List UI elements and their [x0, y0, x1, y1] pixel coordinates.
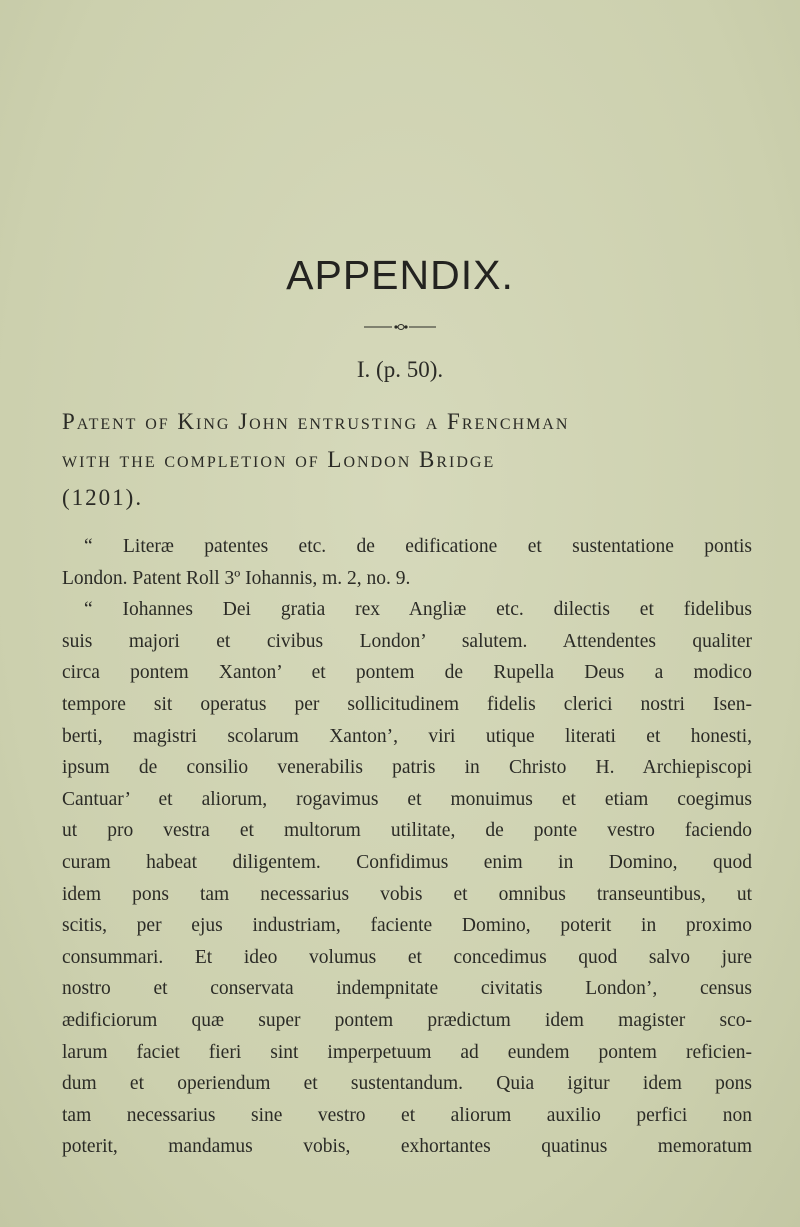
text-line: poterit, mandamus vobis, exhortantes quatinus memoratum: [62, 1136, 752, 1158]
text-line: “ Literæ patentes etc. de edificatione et sustentatione pontis: [84, 536, 752, 557]
text-line: larum faciet fieri sint imperpetuum ad eundem pontem reficien-: [62, 1041, 752, 1063]
text-line: curam habeat diligentem. Confidimus enim in Domino, quod: [62, 851, 752, 873]
text-line: “ Iohannes Dei gratia rex Angliæ etc. dilectis et fidelibus: [84, 599, 752, 621]
appendix-heading: APPENDIX.: [286, 252, 514, 298]
text-line: ut pro vestra et multorum utilitate, de ponte vestro faciendo: [62, 820, 752, 842]
text-line: tam necessarius sine vestro et aliorum auxilio perfici non: [62, 1104, 752, 1126]
text-line: ipsum de consilio venerabilis patris in Christo H. Archiepiscopi: [62, 757, 752, 779]
text-line: ædificiorum quæ super pontem prædictum idem magister sco-: [62, 1009, 752, 1031]
section-number: I. (p. 50).: [356, 357, 444, 382]
text-line: idem pons tam necessarius vobis et omnibus transeuntibus, ut: [62, 883, 752, 905]
text-line: Cantuar’ et aliorum, rogavimus et monuimus et etiam coegimus: [62, 788, 752, 810]
text-line: nostro et conservata indempnitate civitatis London’, census: [62, 978, 752, 1000]
text-line: dum et operiendum et sustentandum. Quia igitur idem pons: [62, 1073, 752, 1095]
ornament-divider-icon: [364, 323, 436, 331]
title-line: (1201).: [62, 485, 144, 510]
body-text: [62, 531, 752, 1163]
title-line: Patent of King John entrusting a Frenchman: [62, 409, 570, 434]
text-line: consummari. Et ideo volumus et concedimus quod salvo jure: [62, 946, 752, 968]
text-line: circa pontem Xanton’ et pontem de Rupella Deus a modico: [62, 662, 752, 684]
text-line: tempore sit operatus per sollicitudinem fidelis clerici nostri Isen-: [62, 693, 752, 715]
text-line: London. Patent Roll 3º Iohannis, m. 2, no. 9.: [62, 567, 411, 589]
text-line: berti, magistri scolarum Xanton’, viri utique literati et honesti,: [62, 725, 752, 747]
text-line: scitis, per ejus industriam, faciente Domino, poterit in proximo: [62, 915, 752, 937]
document-title: [62, 403, 752, 517]
title-line: with the completion of London Bridge: [62, 447, 496, 472]
text-line: suis majori et civibus London’ salutem. Attendentes qualiter: [62, 630, 752, 652]
